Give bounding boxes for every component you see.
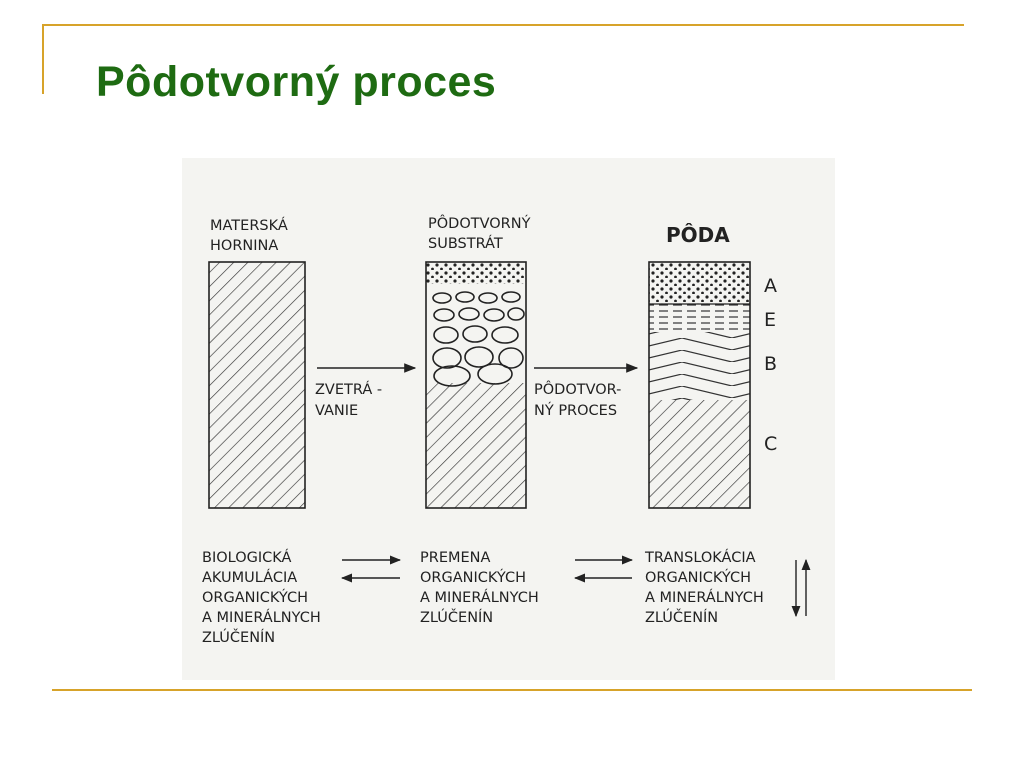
horizon-label-b: B (764, 353, 778, 375)
bottom-rule (52, 689, 972, 691)
bottom2-line1: PREMENA (420, 550, 491, 566)
bottom1-line2: AKUMULÁCIA (202, 570, 298, 586)
horizon-label-a: A (764, 275, 777, 297)
arrow2-label-line1: PÔDOTVOR- (534, 382, 622, 398)
bottom1-line5: ZLÚČENÍN (202, 630, 276, 646)
bottom1-line4: A MINERÁLNYCH (202, 610, 321, 626)
bottom2-line3: A MINERÁLNYCH (420, 590, 539, 606)
horizon-label-c: C (764, 433, 778, 455)
soil-profile-column (649, 262, 750, 508)
bottom2-line4: ZLÚČENÍN (420, 610, 494, 626)
top-rule (42, 24, 964, 26)
arrow1-label-line2: VANIE (315, 403, 359, 419)
soil-formation-figure (182, 158, 835, 680)
bottom3-line1: TRANSLOKÁCIA (645, 550, 756, 566)
arrow1-label-line1: ZVETRÁ - (315, 382, 383, 398)
bottom3-line4: ZLÚČENÍN (645, 610, 719, 626)
horizon-e-band (649, 304, 750, 332)
left-rule (42, 24, 44, 94)
col3-label: PÔDA (666, 223, 730, 247)
horizon-label-e: E (764, 309, 777, 331)
col1-label-line2: HORNINA (210, 238, 279, 254)
horizon-b-band (649, 332, 750, 400)
arrow2-label-line2: NÝ PROCES (534, 403, 618, 419)
col2-label-line2: SUBSTRÁT (428, 236, 503, 252)
bottom3-line2: ORGANICKÝCH (645, 570, 751, 586)
bottom2-line2: ORGANICKÝCH (420, 570, 526, 586)
col2-label-line1: PÔDOTVORNÝ (428, 216, 531, 232)
slide-title: Pôdotvorný proces (96, 58, 497, 106)
soil-formation-diagram (182, 158, 835, 680)
horizon-c-band (649, 400, 750, 508)
bottom1-line1: BIOLOGICKÁ (202, 550, 292, 566)
bottom3-line3: A MINERÁLNYCH (645, 590, 764, 606)
bottom1-line3: ORGANICKÝCH (202, 590, 308, 606)
substrate-column (426, 262, 526, 508)
horizon-a-band (649, 262, 750, 304)
col1-label-line1: MATERSKÁ (210, 218, 288, 234)
bedrock-column (209, 262, 305, 508)
